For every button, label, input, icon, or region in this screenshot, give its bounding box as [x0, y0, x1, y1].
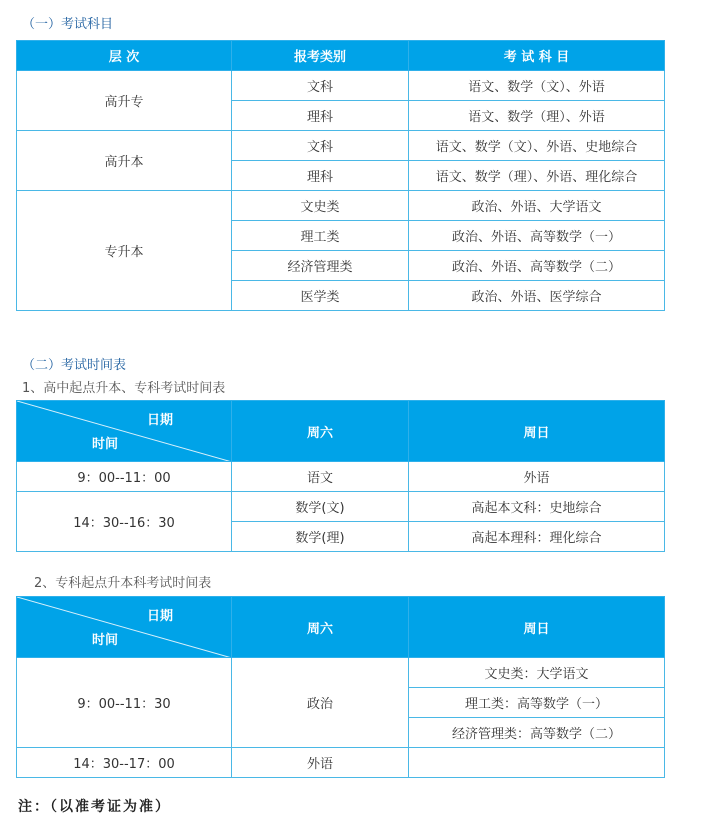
category-cell: 理科 [232, 101, 409, 131]
table-row [17, 658, 665, 688]
subtitle-highschool-schedule: 1、高中起点升本、专科考试时间表 [22, 381, 226, 396]
sunday-cell: 外语 [409, 462, 665, 492]
header-date-label: 日期 [146, 413, 173, 428]
diagonal-header-cell [17, 401, 232, 462]
level-cell: 专升本 [17, 191, 232, 311]
sunday-cell [409, 748, 665, 778]
diagonal-line [17, 401, 232, 462]
saturday-cell: 外语 [232, 748, 409, 778]
category-cell: 医学类 [232, 281, 409, 311]
subjects-cell: 语文、数学（文）、外语 [409, 71, 665, 101]
time-cell: 14：30--16：30 [17, 492, 232, 552]
header-category: 报考类别 [232, 41, 409, 71]
saturday-cell: 政治 [232, 658, 409, 748]
time-cell: 9：00--11：00 [17, 462, 232, 492]
header-subjects: 考 试 科 目 [409, 41, 665, 71]
subjects-cell: 政治、外语、高等数学（一） [409, 221, 665, 251]
category-cell: 文科 [232, 131, 409, 161]
header-saturday: 周六 [232, 597, 409, 658]
header-time-label: 时间 [92, 633, 119, 648]
diagonal-line [17, 597, 232, 658]
subjects-cell: 语文、数学（理）、外语 [409, 101, 665, 131]
table-row [17, 71, 665, 101]
saturday-cell: 语文 [232, 462, 409, 492]
time-cell: 9：00--11：30 [17, 658, 232, 748]
sunday-cell: 理工类：高等数学（一） [409, 688, 665, 718]
college-schedule-table [16, 596, 665, 778]
section-title-exam-subjects: （一）考试科目 [22, 17, 114, 32]
subjects-cell: 政治、外语、高等数学（二） [409, 251, 665, 281]
category-cell: 经济管理类 [232, 251, 409, 281]
subjects-cell: 语文、数学（理）、外语、理化综合 [409, 161, 665, 191]
category-cell: 文科 [232, 71, 409, 101]
section-title-exam-schedule: （二）考试时间表 [22, 358, 127, 373]
saturday-cell: 数学(理) [232, 522, 409, 552]
sunday-cell: 高起本理科：理化综合 [409, 522, 665, 552]
highschool-schedule-table [16, 400, 665, 552]
time-cell: 14：30--17：00 [17, 748, 232, 778]
exam-subjects-table [16, 40, 665, 311]
table-row [17, 462, 665, 492]
table-row [17, 492, 665, 522]
sunday-cell: 经济管理类：高等数学（二） [409, 718, 665, 748]
category-cell: 理工类 [232, 221, 409, 251]
sunday-cell: 高起本文科：史地综合 [409, 492, 665, 522]
category-cell: 文史类 [232, 191, 409, 221]
header-date-label: 日期 [146, 609, 173, 624]
level-cell: 高升本 [17, 131, 232, 191]
header-saturday: 周六 [232, 401, 409, 462]
sunday-cell: 文史类：大学语文 [409, 658, 665, 688]
admission-ticket-note: 注：（以准考证为准） [18, 799, 171, 815]
header-time-label: 时间 [92, 437, 119, 452]
header-sunday: 周日 [409, 597, 665, 658]
subtitle-college-schedule: 2、专科起点升本科考试时间表 [34, 576, 212, 591]
header-level: 层 次 [17, 41, 232, 71]
subjects-cell: 语文、数学（文）、外语、史地综合 [409, 131, 665, 161]
level-cell: 高升专 [17, 71, 232, 131]
table-row [17, 748, 665, 778]
subjects-cell: 政治、外语、医学综合 [409, 281, 665, 311]
table-row [17, 191, 665, 221]
diagonal-header-cell [17, 597, 232, 658]
saturday-cell: 数学(文) [232, 492, 409, 522]
category-cell: 理科 [232, 161, 409, 191]
subjects-cell: 政治、外语、大学语文 [409, 191, 665, 221]
header-sunday: 周日 [409, 401, 665, 462]
table-row [17, 131, 665, 161]
